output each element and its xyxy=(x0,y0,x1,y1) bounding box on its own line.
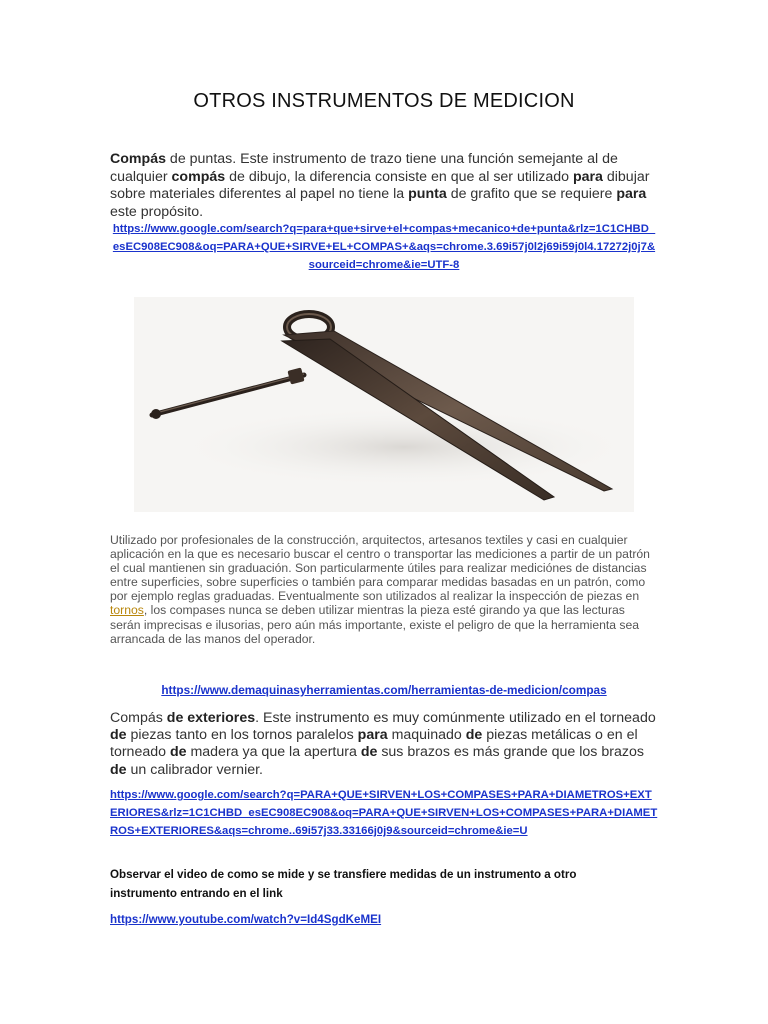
link-youtube-anchor[interactable]: https://www.youtube.com/watch?v=Id4SgdKeMEI xyxy=(110,913,382,926)
paragraph-compas-de-puntas-fragment: Compás xyxy=(110,151,166,167)
paragraph-compas-de-puntas-fragment: de puntas. Este instrumento de trazo tiene una función semejante al de cualquier xyxy=(110,151,618,185)
paragraph-compas-de-exteriores-fragment: de xyxy=(465,727,483,744)
paragraph-compas-de-puntas-fragment: punta xyxy=(408,186,447,202)
link-tornos[interactable]: tornos xyxy=(110,603,144,618)
paragraph-compas-de-exteriores-fragment: piezas tanto en los tornos paralelos xyxy=(126,727,358,744)
paragraph-compas-de-puntas xyxy=(110,151,658,221)
paragraph-compas-de-exteriores-fragment: madera ya que la apertura xyxy=(186,744,361,761)
link-youtube[interactable] xyxy=(110,913,381,926)
paragraph-compas-de-exteriores-fragment: de xyxy=(110,727,127,744)
compass-photo xyxy=(134,297,634,512)
paragraph-observar-video: Observar el video de como se mide y se transfiere medidas de un instrumento a otro instrumento entrando en el link xyxy=(110,868,577,900)
paragraph-compas-de-exteriores xyxy=(110,710,658,779)
paragraph-compas-de-puntas-fragment: dibujar sobre materiales diferentes al papel no tiene la xyxy=(110,168,650,202)
paragraph-compas-de-exteriores-fragment: de xyxy=(360,744,378,761)
paragraph-compas-de-exteriores-fragment: piezas metálicas o en el torneado xyxy=(110,727,638,761)
link-google-compas-puntas[interactable] xyxy=(110,220,658,274)
paragraph-compas-de-puntas-fragment: para xyxy=(616,186,647,202)
paragraph-compas-de-puntas-fragment: este propósito. xyxy=(110,203,204,220)
page-title: OTROS INSTRUMENTOS DE MEDICION xyxy=(193,90,575,112)
paragraph-compas-de-exteriores-fragment: sus brazos es más grande que los brazos xyxy=(377,744,644,761)
paragraph-compas-de-exteriores-fragment: para xyxy=(357,727,388,744)
paragraph-compas-de-exteriores-fragment: Compás xyxy=(110,710,167,726)
link-google-compas-exteriores[interactable] xyxy=(110,786,658,840)
paragraph-compas-de-exteriores-fragment: de exteriores xyxy=(166,710,256,726)
paragraph-compas-de-exteriores-fragment: un calibrador vernier. xyxy=(126,761,263,778)
paragraph-compas-de-exteriores-fragment: . Este instrumento es muy comúnmente utilizado en el torneado xyxy=(255,710,656,726)
paragraph-compas-de-puntas-fragment: de dibujo, la diferencia consiste en que al ser utilizado xyxy=(225,168,573,185)
paragraph-compas-de-puntas-fragment: para xyxy=(572,168,603,185)
paragraph-uso-compas xyxy=(110,533,658,646)
paragraph-uso-compas-after: , los compases nunca se deben utilizar mientras la pieza esté girando ya que las lecturas serán imprecisas e ilusorias, pero aún más importante, existe el peligro de que la herramienta sea arrancada de las manos del operador. xyxy=(110,603,640,646)
paragraph-uso-compas-before: Utilizado por profesionales de la construcción, arquitectos, artesanos textiles y casi en cualquier aplicación en la que es necesario buscar el centro o transportar las mediciones a partir de un patrón el cual mantienen sin graduación. Son particularmente útiles para realizar mediciónes de distancias entre superficies, sobre superficies o también para comparar medidas basadas en un patrón, como por ejemplo reglas graduadas. Eventualmente son utilizados al realizar la inspección de piezas en xyxy=(110,533,650,604)
paragraph-compas-de-exteriores-fragment: de xyxy=(110,761,127,778)
link-demaquinas[interactable] xyxy=(110,683,658,697)
paragraph-compas-de-exteriores-fragment: de xyxy=(169,744,187,761)
paragraph-compas-de-puntas-fragment: de grafito que se requiere xyxy=(446,186,617,202)
link-google-compas-exteriores-anchor[interactable]: https://www.google.com/search?q=PARA+QUE+SIRVEN+LOS+COMPASES+PARA+DIAMETROS+EXTERIORES&rlz=1C1CHBD_esEC908EC908&oq=PARA+QUE+SIRVEN+LOS+COMPASES+PARA+DIAMETROS+EXTERIORES&aqs=chrome..69i57j33.33166j0j9&sourceid=chrome&ie=U xyxy=(110,789,658,837)
link-google-compas-puntas-anchor[interactable]: https://www.google.com/search?q=para+que+sirve+el+compas+mecanico+de+punta&rlz=1C1CHBD_esEC908EC908&oq=PARA+QUE+SIRVE+EL+COMPAS+&aqs=chrome.3.69i57j0l2j69i59j0l4.17272j0j7&sourceid=chrome&ie=UTF-8 xyxy=(112,223,656,271)
divider-compass-illustration xyxy=(134,297,634,512)
link-demaquinas-anchor[interactable]: https://www.demaquinasyherramientas.com/herramientas-de-medicion/compas xyxy=(161,683,607,697)
paragraph-compas-de-puntas-fragment: compás xyxy=(171,168,226,185)
paragraph-compas-de-exteriores-fragment: maquinado xyxy=(387,727,466,744)
